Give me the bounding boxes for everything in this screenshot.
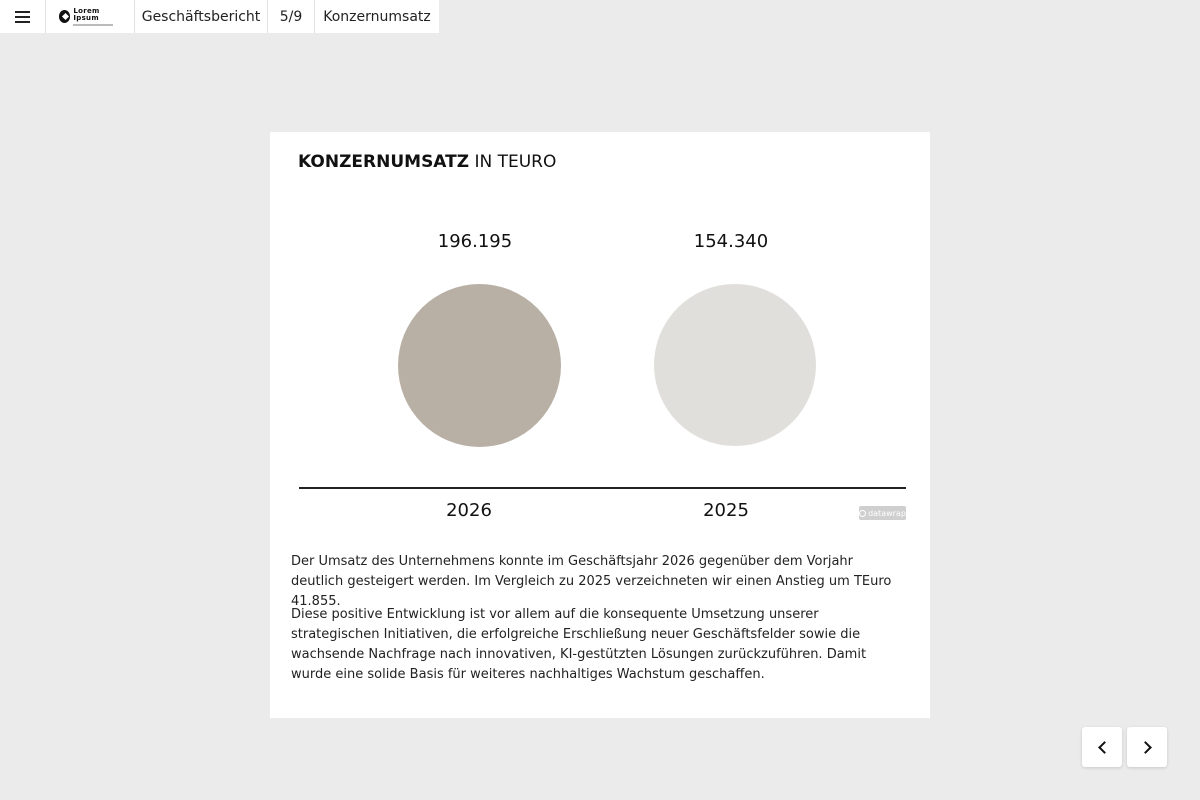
logo-text: Lorem Ipsum: [73, 6, 100, 22]
paragraph-2: Diese positive Entwicklung ist vor allem auf die konsequente Umsetzung unserer strategischen Initiativen, die erfolgreiche Erschließung neuer Geschäftsfelder sowie die wachsende Nachfrage nach innovativen, KI-gestützten Lösungen zurückzuführen. Damit wurde eine solide Basis für weiteres nachhaltiges Wachstum geschaffen.: [291, 607, 867, 682]
badge-icon: [859, 510, 866, 517]
value-2025: 154.340: [693, 231, 769, 252]
logo-mark-icon: [59, 10, 70, 23]
previous-page-button[interactable]: [1082, 727, 1122, 767]
chevron-right-icon: [1139, 741, 1152, 754]
report-card: [270, 132, 930, 718]
year-label-2025: 2025: [703, 500, 749, 521]
paragraph-1: Der Umsatz des Unternehmens konnte im Geschäftsjahr 2026 gegenüber dem Vorjahr deutlich gesteigert werden. Im Vergleich zu 2025 verzeichneten wir einen Anstieg um TEuro 41.855.: [291, 554, 892, 609]
next-page-button[interactable]: [1127, 727, 1167, 767]
revenue-circle-2026: [398, 284, 561, 447]
page-indicator: 5/9: [268, 0, 315, 33]
value-2026: 196.195: [437, 231, 513, 252]
breadcrumb-section[interactable]: Geschäftsbericht: [135, 0, 268, 33]
breadcrumb-chapter[interactable]: Konzernumsatz: [323, 8, 431, 25]
year-label-2026: 2026: [446, 500, 492, 521]
logo[interactable]: [46, 0, 135, 33]
menu-button[interactable]: [0, 0, 46, 33]
hamburger-icon: [15, 11, 30, 23]
revenue-circle-2025: [654, 284, 816, 446]
card-title: KONZERNUMSATZ IN TEURO: [298, 152, 557, 172]
baseline-divider: [299, 487, 906, 489]
chevron-left-icon: [1098, 741, 1111, 754]
datawrap-badge[interactable]: datawrap: [859, 506, 906, 520]
top-navigation-bar: [0, 0, 439, 33]
